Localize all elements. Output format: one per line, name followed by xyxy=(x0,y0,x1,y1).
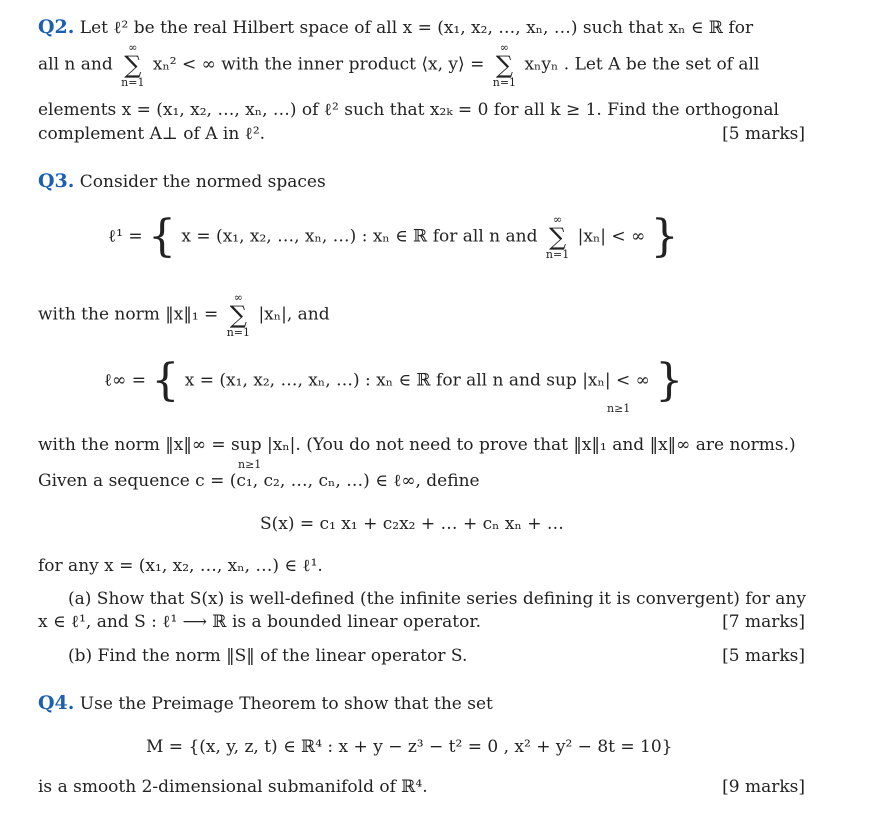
M-set-definition: M = {(x, y, z, t) ∈ ℝ⁴ : x + y − z³ − t² = 0 , x² + y² − 8t = 10} xyxy=(146,737,673,757)
linf-symbol: ℓ∞ = xyxy=(104,370,146,391)
linf-def-tail: sup |xₙ| < ∞ xyxy=(546,370,650,391)
q2-sum-1 xyxy=(121,42,144,88)
S-definition: S(x) = c₁ x₁ + c₂x₂ + … + cₙ xₙ + … xyxy=(260,514,564,534)
given-sequence: Given a sequence c = (c₁, c₂, …, cₙ, …) ∈ ℓ∞, define xyxy=(38,471,480,491)
l1-sum xyxy=(546,214,569,260)
sum-top: ∞ xyxy=(233,291,243,304)
q4-intro-line xyxy=(38,692,493,715)
sum-bottom: n=1 xyxy=(121,76,145,89)
q2-line1-text: Let ℓ² be the real Hilbert space of all x = (x₁, x₂, …, xₙ, …) such that xₙ ∈ ℝ for xyxy=(79,18,754,38)
sigma-symbol: ∑ xyxy=(495,51,513,79)
q2-sum-2 xyxy=(493,42,516,88)
sigma-symbol: ∑ xyxy=(124,51,142,79)
open-brace: { xyxy=(151,355,180,406)
norm1-a: with the norm ‖x‖₁ = xyxy=(38,304,219,325)
part-a-line1: (a) Show that S(x) is well-defined (the infinite series defining it is convergent) for any xyxy=(68,589,806,609)
norm1-line xyxy=(38,292,330,338)
q4-marks: [9 marks] xyxy=(722,777,805,797)
q4-title: Q4. xyxy=(38,692,75,714)
l1-definition xyxy=(108,211,679,262)
q3-intro: Consider the normed spaces xyxy=(79,172,326,192)
sigma-symbol: ∑ xyxy=(548,223,567,251)
q2-title: Q2. xyxy=(38,16,75,38)
l1-def-tail: |xₙ| < ∞ xyxy=(577,226,646,247)
close-brace: } xyxy=(655,355,684,406)
l1-symbol: ℓ¹ = xyxy=(108,226,143,247)
close-brace: } xyxy=(650,211,679,262)
norm1-sum xyxy=(227,292,250,338)
l1-def-body: x = (x₁, x₂, …, xₙ, …) : xₙ ∈ ℝ for all n and xyxy=(181,226,538,247)
q2-line3: elements x = (x₁, x₂, …, xₙ, …) of ℓ² such that x₂ₖ = 0 for all k ≥ 1. Find the orthogonal xyxy=(38,100,779,120)
norm-inf-sup-subscript: n≥1 xyxy=(238,458,262,471)
part-a-marks: [7 marks] xyxy=(722,612,805,632)
q2-line2 xyxy=(38,42,759,88)
sum-bottom: n=1 xyxy=(226,326,251,339)
q3-title: Q3. xyxy=(38,170,75,192)
sum-top: ∞ xyxy=(499,41,509,54)
q2-line2-b: xₙ² < ∞ with the inner product ⟨x, y⟩ = xyxy=(152,54,485,75)
linf-def-body: x = (x₁, x₂, …, xₙ, …) : xₙ ∈ ℝ for all n and xyxy=(184,370,541,391)
sum-bottom: n=1 xyxy=(545,248,570,261)
for-any-line: for any x = (x₁, x₂, …, xₙ, …) ∈ ℓ¹. xyxy=(38,556,323,576)
open-brace: { xyxy=(148,211,177,262)
part-a-line2: x ∈ ℓ¹, and S : ℓ¹ ⟶ ℝ is a bounded linear operator. xyxy=(38,612,482,632)
q3-intro-line xyxy=(38,170,326,193)
sigma-symbol: ∑ xyxy=(229,301,247,329)
part-b-marks: [5 marks] xyxy=(722,646,805,666)
q2-line1 xyxy=(38,16,753,39)
sum-top: ∞ xyxy=(128,41,138,54)
sum-bottom: n=1 xyxy=(492,76,517,89)
linf-definition xyxy=(104,355,684,406)
q4-conclusion: is a smooth 2-dimensional submanifold of ℝ⁴. xyxy=(38,777,428,797)
norm1-b: |xₙ|, and xyxy=(258,304,330,325)
norm-inf-line: with the norm ‖x‖∞ = sup |xₙ|. (You do not need to prove that ‖x‖₁ and ‖x‖∞ are norms.) xyxy=(38,435,796,455)
q2-line2-a: all n and xyxy=(38,54,113,75)
q2-line4: complement A⊥ of A in ℓ². xyxy=(38,124,266,144)
q2-line2-c: xₙyₙ . Let A be the set of all xyxy=(524,54,760,75)
part-b-line: (b) Find the norm ‖S‖ of the linear operator S. xyxy=(68,646,468,666)
linf-sup-subscript: n≥1 xyxy=(607,402,631,415)
sum-top: ∞ xyxy=(552,213,563,226)
q4-intro: Use the Preimage Theorem to show that the set xyxy=(79,694,493,714)
q2-marks: [5 marks] xyxy=(722,124,805,144)
